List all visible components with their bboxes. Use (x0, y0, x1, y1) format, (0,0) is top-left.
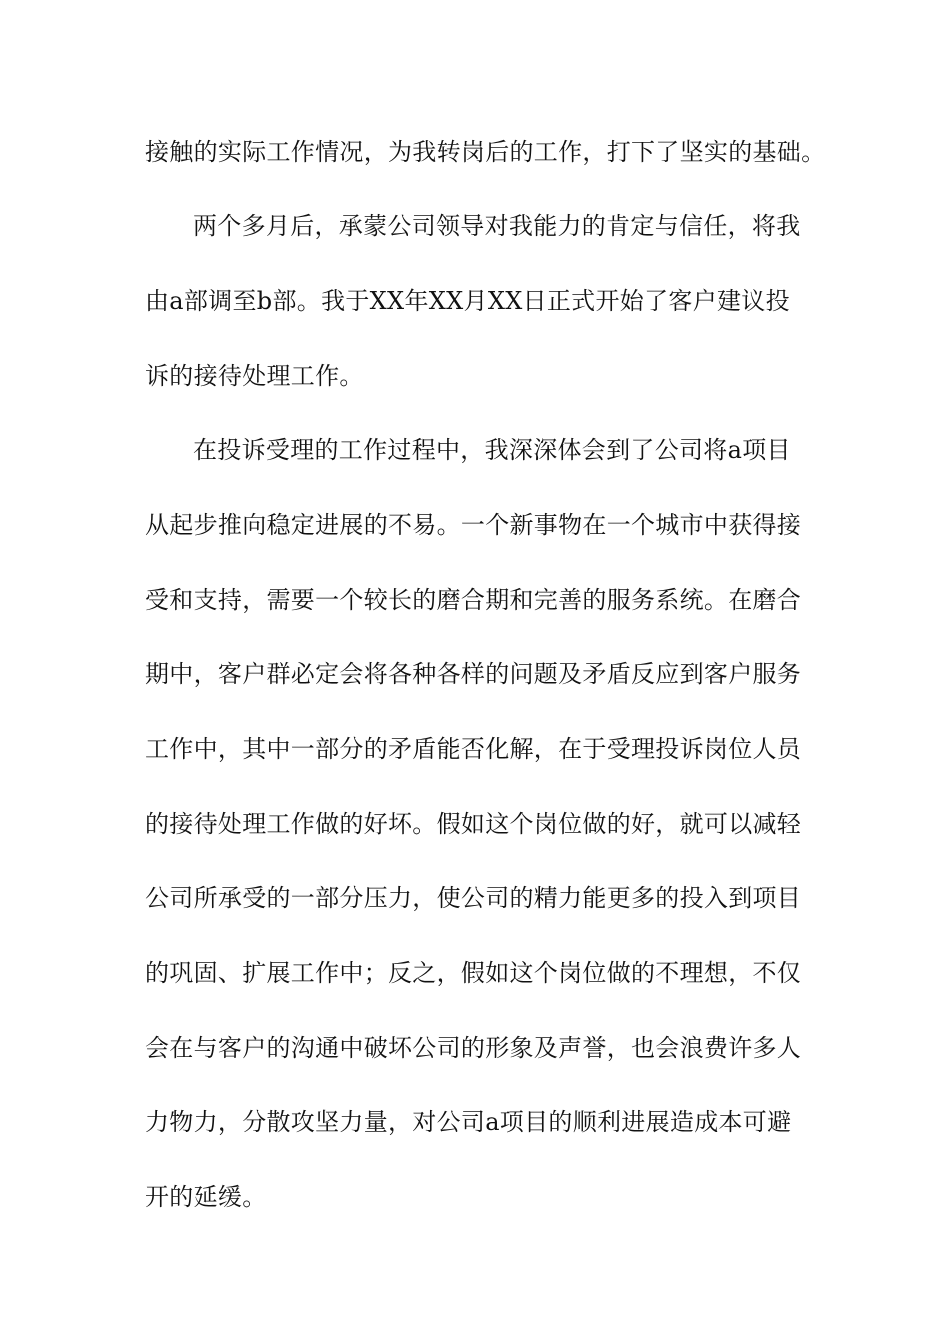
paragraph-line: 工作中，其中一部分的矛盾能否化解，在于受理投诉岗位人员 (145, 735, 802, 763)
paragraph-line: 会在与客户的沟通中破坏公司的形象及声誉，也会浪费许多人 (145, 1034, 802, 1062)
paragraph-line: 的接待处理工作做的好坏。假如这个岗位做的好，就可以减轻 (145, 810, 802, 838)
paragraph-line: 开的延缓。 (145, 1183, 267, 1211)
paragraph-line: 在投诉受理的工作过程中，我深深体会到了公司将a项目 (193, 436, 791, 464)
paragraph-line: 由a部调至b部。我于XX年XX月XX日正式开始了客户建议投 (145, 287, 790, 315)
paragraph-line: 从起步推向稳定进展的不易。一个新事物在一个城市中获得接 (145, 511, 802, 539)
paragraph-line: 两个多月后，承蒙公司领导对我能力的肯定与信任，将我 (193, 212, 801, 240)
paragraph-line: 受和支持，需要一个较长的磨合期和完善的服务系统。在磨合 (145, 586, 802, 614)
paragraph-line: 公司所承受的一部分压力，使公司的精力能更多的投入到项目 (145, 884, 802, 912)
paragraph-line: 力物力，分散攻坚力量，对公司a项目的顺利进展造成本可避 (145, 1108, 792, 1136)
paragraph-line: 期中，客户群必定会将各种各样的问题及矛盾反应到客户服务 (145, 660, 802, 688)
paragraph-line: 的巩固、扩展工作中；反之，假如这个岗位做的不理想，不仅 (145, 959, 802, 987)
paragraph-line: 诉的接待处理工作。 (145, 362, 364, 390)
paragraph-line: 接触的实际工作情况，为我转岗后的工作，打下了坚实的基础。 (145, 138, 826, 166)
